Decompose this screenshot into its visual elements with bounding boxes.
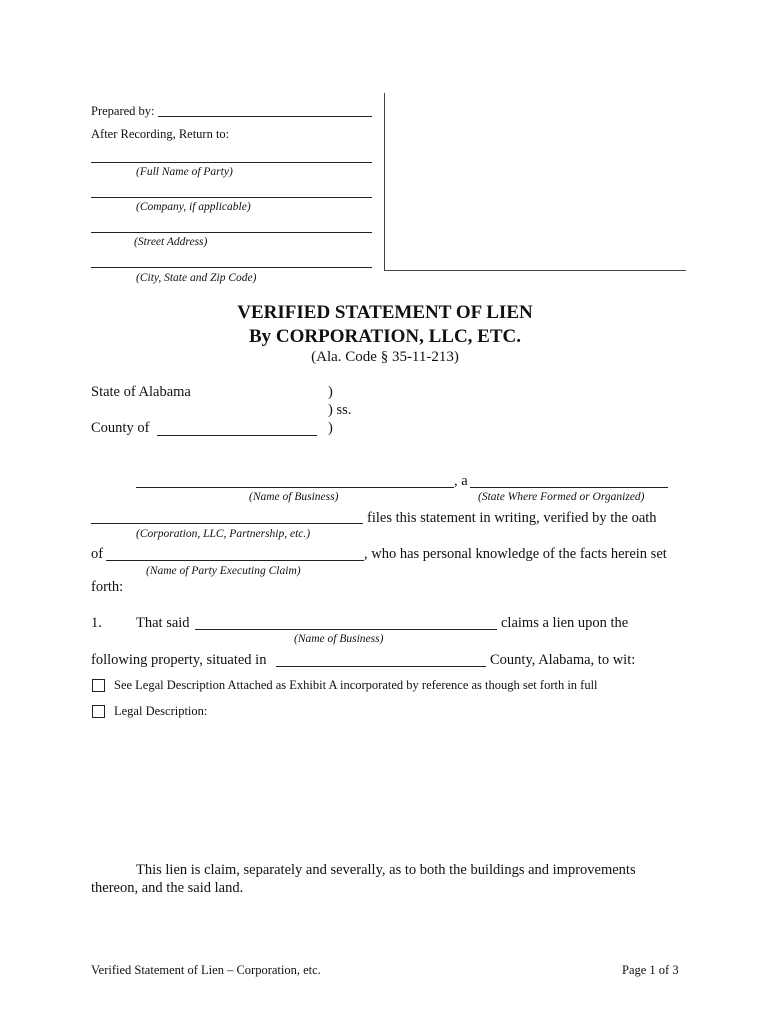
claims-lien-text: claims a lien upon the — [501, 615, 629, 631]
county-label: County of — [91, 420, 150, 436]
state-formed-caption: (State Where Formed or Organized) — [478, 491, 645, 503]
after-recording-label: After Recording, Return to: — [91, 127, 230, 141]
exhibit-a-checkbox[interactable] — [92, 679, 105, 692]
state-label: State of Alabama — [91, 384, 191, 400]
lien-claim-line-2: thereon, and the said land. — [91, 880, 244, 896]
claimant-business-field[interactable] — [195, 629, 497, 630]
prepared-by-field[interactable] — [158, 116, 372, 117]
full-name-field[interactable] — [91, 162, 372, 163]
party-executing-field[interactable] — [106, 560, 364, 561]
following-property-text: following property, situated in — [91, 652, 267, 668]
company-caption: (Company, if applicable) — [136, 201, 251, 213]
county-field[interactable] — [157, 435, 317, 436]
state-formed-field[interactable] — [470, 487, 668, 488]
corp-type-caption: (Corporation, LLC, Partnership, etc.) — [136, 528, 311, 540]
venue-paren-1: ) — [328, 384, 333, 400]
prepared-by-label: Prepared by: — [91, 104, 155, 118]
document-subtitle: By CORPORATION, LLC, ETC. — [248, 326, 521, 347]
that-said-text: That said — [136, 615, 190, 631]
page-number: Page 1 of 3 — [622, 963, 679, 977]
legal-description-checkbox[interactable] — [92, 705, 105, 718]
claimant-business-caption: (Name of Business) — [294, 633, 384, 645]
full-name-caption: (Full Name of Party) — [136, 166, 233, 178]
venue-paren-3: ) — [328, 420, 333, 436]
recording-box-bottom — [384, 270, 686, 271]
exhibit-a-label: See Legal Description Attached as Exhibit A incorporated by reference as though set forth in full — [114, 678, 598, 692]
county-situated-field[interactable] — [276, 666, 486, 667]
document-title: VERIFIED STATEMENT OF LIEN — [237, 302, 533, 323]
files-statement-text: files this statement in writing, verified by the oath — [367, 510, 657, 526]
of-label: of — [91, 546, 104, 562]
who-has-text: , who has personal knowledge of the facts herein set — [364, 546, 667, 562]
street-field[interactable] — [91, 232, 372, 233]
company-field[interactable] — [91, 197, 372, 198]
city-state-zip-caption: (City, State and Zip Code) — [136, 272, 257, 284]
legal-description-label: Legal Description: — [114, 704, 208, 718]
business-name-caption: (Name of Business) — [249, 491, 339, 503]
paragraph-number: 1. — [91, 615, 102, 631]
party-executing-caption: (Name of Party Executing Claim) — [146, 565, 301, 577]
recording-box-border — [384, 93, 385, 270]
lien-claim-line-1: This lien is claim, separately and severally, as to both the buildings and improvements — [136, 862, 636, 878]
street-caption: (Street Address) — [134, 236, 208, 248]
business-name-field[interactable] — [136, 487, 454, 488]
footer-title: Verified Statement of Lien – Corporation, etc. — [91, 963, 321, 977]
forth-text: forth: — [91, 579, 124, 595]
venue-ss: ) ss. — [328, 402, 352, 418]
code-reference: (Ala. Code § 35-11-213) — [311, 349, 459, 365]
county-alabama-text: County, Alabama, to wit: — [490, 652, 636, 668]
comma-a: , a — [454, 473, 468, 489]
city-state-zip-field[interactable] — [91, 267, 372, 268]
corp-type-field[interactable] — [91, 523, 363, 524]
